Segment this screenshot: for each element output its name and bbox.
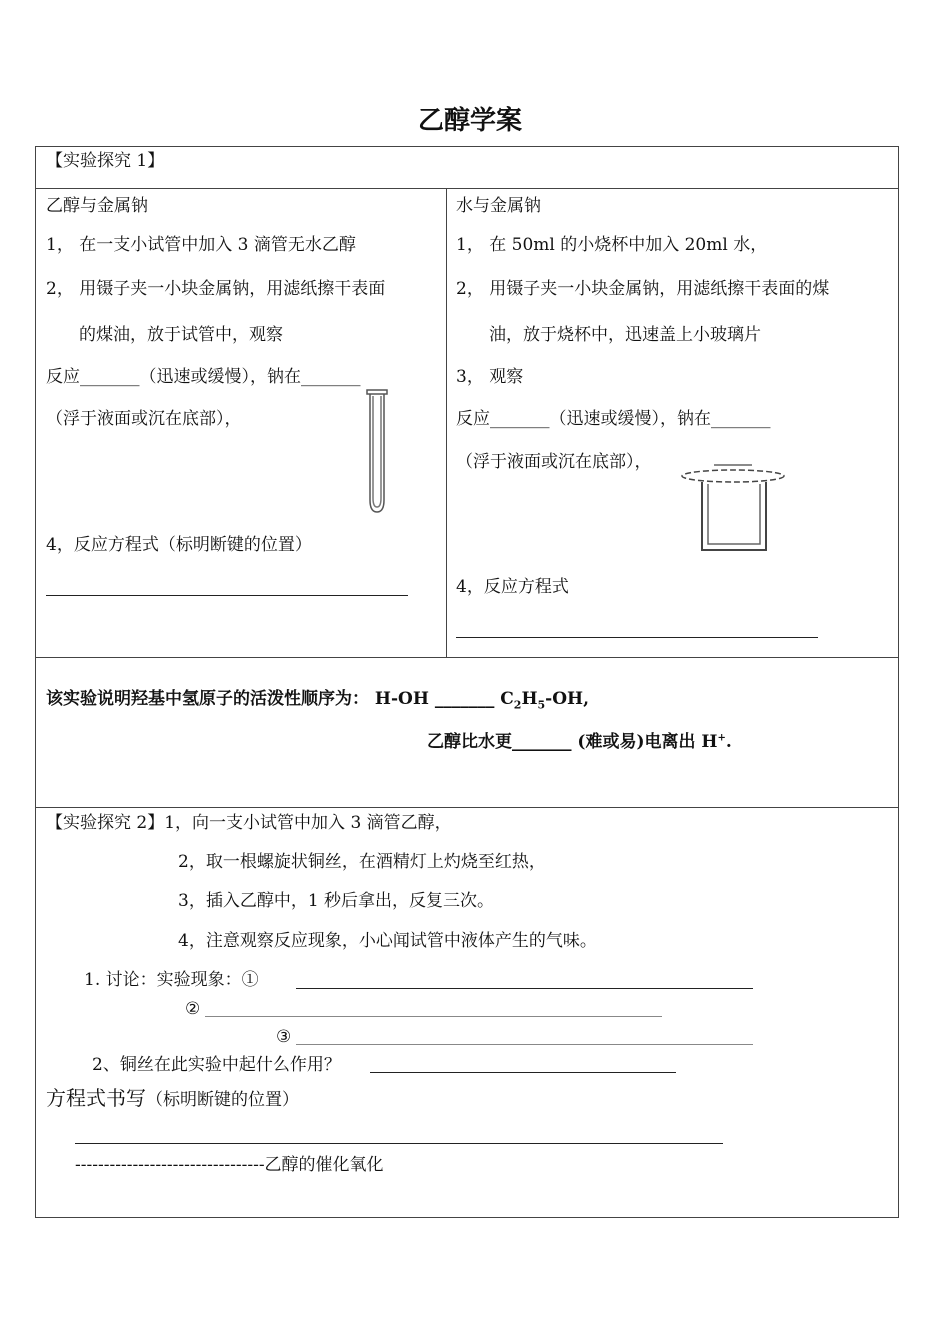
left-step2a: 2， 用镊子夹一小块金属钠，用滤纸擦干表面	[46, 279, 386, 299]
left-heading: 乙醇与金属钠	[46, 196, 148, 216]
row-divider	[35, 657, 898, 658]
right-heading: 水与金属钠	[456, 196, 541, 216]
row-divider	[35, 188, 898, 189]
equation-answer-line[interactable]	[75, 1143, 723, 1144]
discussion-label: 1. 讨论：实验现象：①	[84, 970, 259, 990]
left-step4: 4，反应方程式（标明断键的位置）	[46, 535, 312, 555]
right-reaction: 反应_______（迅速或缓慢），钠在_______	[456, 409, 771, 429]
page-title: 乙醇学案	[418, 106, 523, 136]
conclusion-line-1	[46, 684, 589, 711]
exp2-step4: 4，注意观察反应现象，小心闻试管中液体产生的气味。	[178, 931, 597, 951]
exp1-header: 【实验探究 1】	[46, 151, 165, 171]
exp2-step2: 2，取一根螺旋状铜丝，在酒精灯上灼烧至红热，	[178, 852, 546, 872]
superscript: +	[717, 732, 726, 744]
right-step2a: 2， 用镊子夹一小块金属钠，用滤纸擦干表面的煤	[456, 279, 830, 299]
conclusion-text: 该实验说明羟基中氢原子的活泼性顺序为： H-OH _______ C	[46, 689, 514, 709]
right-step3: 3， 观察	[456, 367, 524, 387]
conclusion-text: -OH,	[545, 689, 590, 709]
question-2-answer-line[interactable]	[370, 1072, 676, 1073]
column-divider	[446, 188, 447, 658]
conclusion-line-2	[427, 727, 732, 752]
equation-heading	[46, 1082, 299, 1111]
right-step4: 4，反应方程式	[456, 577, 569, 597]
left-reaction: 反应_______（迅速或缓慢），钠在_______	[46, 367, 361, 387]
left-step2b: 的煤油，放于试管中，观察	[79, 325, 283, 345]
right-float: （浮于液面或沉在底部），	[456, 452, 652, 472]
conclusion-text: H	[521, 689, 538, 709]
test-tube-icon	[362, 388, 392, 516]
left-float: （浮于液面或沉在底部），	[46, 409, 242, 429]
question-2: 2、铜丝在此实验中起什么作用？	[92, 1055, 341, 1075]
equation-heading-note: （标明断键的位置）	[146, 1090, 299, 1110]
subscript: 5	[537, 698, 546, 712]
left-step1: 1， 在一支小试管中加入 3 滴管无水乙醇	[46, 235, 356, 255]
row-divider	[35, 807, 898, 808]
conclusion-text: .	[725, 732, 732, 752]
subscript: 2	[513, 698, 522, 712]
phenomenon-line-3[interactable]	[296, 1044, 753, 1045]
conclusion-text: 乙醇比水更_______ (难或易)电离出 H	[427, 732, 718, 752]
exp2-step1: 【实验探究 2】1，向一支小试管中加入 3 滴管乙醇，	[46, 813, 452, 833]
right-step1: 1， 在 50ml 的小烧杯中加入 20ml 水，	[456, 235, 768, 255]
phenomenon-line-2[interactable]	[205, 1016, 662, 1017]
marker-3: ③	[276, 1027, 292, 1047]
phenomenon-line-1[interactable]	[296, 988, 753, 989]
right-answer-line[interactable]	[456, 637, 818, 638]
right-step2b: 油，放于烧杯中，迅速盖上小玻璃片	[489, 325, 761, 345]
marker-2: ②	[185, 999, 201, 1019]
exp2-step3: 3，插入乙醇中，1 秒后拿出，反复三次。	[178, 891, 495, 911]
left-answer-line[interactable]	[46, 595, 408, 596]
equation-heading-large: 方程式书写	[46, 1086, 146, 1110]
beaker-icon	[678, 462, 788, 556]
catalytic-oxidation-label: ---------------------------------乙醇的催化氧化	[75, 1155, 384, 1175]
